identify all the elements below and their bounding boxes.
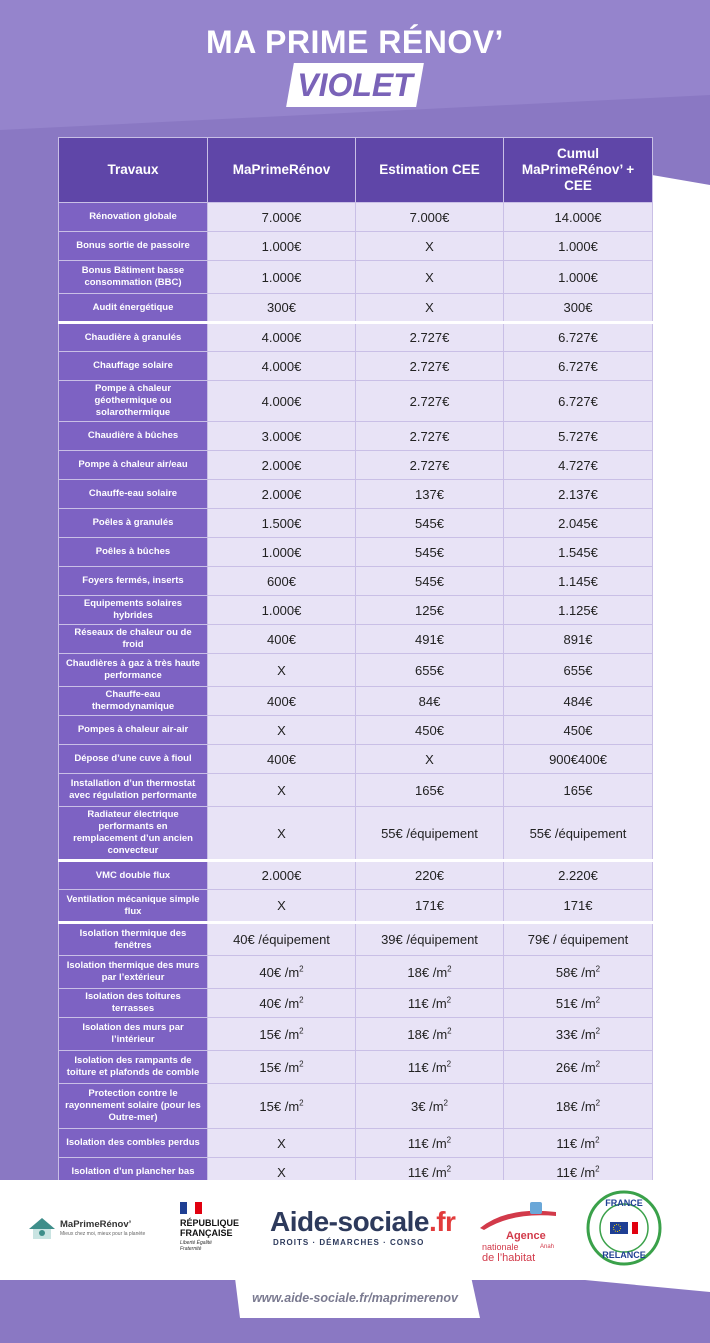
maprimerenov-value: 2.000€ xyxy=(208,861,356,890)
maprimerenov-value: 2.000€ xyxy=(208,451,356,480)
table-row xyxy=(59,923,653,956)
cee-value: 18€ $/m^2$ xyxy=(356,1018,504,1051)
partner-logos xyxy=(0,1180,710,1280)
cumul-value: 51€ $/m^2$ xyxy=(504,989,653,1018)
work-label: Chauffe-eau thermodynamique xyxy=(59,687,208,716)
rf-line1: RÉPUBLIQUE xyxy=(180,1218,240,1228)
cee-value: 3€ $/m^2$ xyxy=(356,1084,504,1129)
cumul-value: 300€ xyxy=(504,294,653,323)
work-label: Réseaux de chaleur ou de froid xyxy=(59,625,208,654)
cee-value: 11€ $/m^2$ xyxy=(356,989,504,1018)
work-label: Protection contre le rayonnement solaire (pour les Outre-mer) xyxy=(59,1084,208,1129)
table-row xyxy=(59,480,653,509)
rf-line2: FRANÇAISE xyxy=(180,1228,233,1238)
work-label: Pompe à chaleur géothermique ou solarothermique xyxy=(59,381,208,422)
cumul-value: 900€400€ xyxy=(504,745,653,774)
maprimerenov-value: 400€ xyxy=(208,687,356,716)
maprimerenov-value: 1.000€ xyxy=(208,538,356,567)
work-label: Ventilation mécanique simple flux xyxy=(59,890,208,923)
header-travaux: Travaux xyxy=(59,138,208,203)
anah-line3: de l’habitat xyxy=(482,1252,536,1264)
maprimerenov-value: X xyxy=(208,1129,356,1158)
cee-value: X xyxy=(356,232,504,261)
table-body xyxy=(59,203,653,1187)
maprimerenov-value: 40€ $/m^2$ xyxy=(208,956,356,989)
cee-value: 137€ xyxy=(356,480,504,509)
cee-value: 2.727€ xyxy=(356,422,504,451)
cumul-value: 171€ xyxy=(504,890,653,923)
aide-sociale-tagline: DROITS · DÉMARCHES · CONSO xyxy=(273,1238,425,1247)
maprimerenov-value: 3.000€ xyxy=(208,422,356,451)
table-row xyxy=(59,774,653,807)
aide-sociale-tld: .fr xyxy=(428,1206,456,1237)
table-row xyxy=(59,1129,653,1158)
work-label: Isolation des toitures terrasses xyxy=(59,989,208,1018)
table-row xyxy=(59,861,653,890)
work-label: VMC double flux xyxy=(59,861,208,890)
table-row xyxy=(59,567,653,596)
table-row xyxy=(59,687,653,716)
maprimerenov-value: 4.000€ xyxy=(208,352,356,381)
cee-value: 55€ /équipement xyxy=(356,807,504,861)
work-label: Radiateur électrique performants en remplacement d’un ancien convecteur xyxy=(59,807,208,861)
cee-value: 2.727€ xyxy=(356,323,504,352)
work-label: Pompe à chaleur air/eau xyxy=(59,451,208,480)
cee-value: 2.727€ xyxy=(356,352,504,381)
header-maprimerenov: MaPrimeRénov xyxy=(208,138,356,203)
table-row xyxy=(59,538,653,567)
anah-abbr: Anah xyxy=(540,1244,555,1250)
anah-logo xyxy=(478,1202,558,1266)
table-row xyxy=(59,596,653,625)
cumul-value: 450€ xyxy=(504,716,653,745)
table-row xyxy=(59,294,653,323)
table-row xyxy=(59,807,653,861)
maprimerenov-logo xyxy=(28,1214,148,1242)
cumul-value: 18€ $/m^2$ xyxy=(504,1084,653,1129)
work-label: Isolation thermique des murs par l’extérieur xyxy=(59,956,208,989)
table-row xyxy=(59,989,653,1018)
cee-value: X xyxy=(356,294,504,323)
maprimerenov-value: X xyxy=(208,716,356,745)
cee-value: 171€ xyxy=(356,890,504,923)
cee-value: 491€ xyxy=(356,625,504,654)
table-row xyxy=(59,261,653,294)
marianne-flag-icon xyxy=(180,1202,202,1214)
cumul-value: 655€ xyxy=(504,654,653,687)
maprimerenov-value: 300€ xyxy=(208,294,356,323)
maprimerenov-value: 15€ $/m^2$ xyxy=(208,1018,356,1051)
work-label: Audit énergétique xyxy=(59,294,208,323)
table-row xyxy=(59,745,653,774)
france-relance-top: FRANCE xyxy=(605,1198,643,1208)
maprimerenov-value: 1.000€ xyxy=(208,261,356,294)
work-label: Chaudières à gaz à très haute performance xyxy=(59,654,208,687)
cumul-value: 14.000€ xyxy=(504,203,653,232)
work-label: Poêles à granulés xyxy=(59,509,208,538)
maprimerenov-name: MaPrimeRénov’ xyxy=(60,1219,132,1230)
cumul-value: 26€ $/m^2$ xyxy=(504,1051,653,1084)
cumul-value: 1.545€ xyxy=(504,538,653,567)
work-label: Chauffage solaire xyxy=(59,352,208,381)
maprimerenov-value: 40€ $/m^2$ xyxy=(208,989,356,1018)
house-icon xyxy=(28,1216,56,1240)
work-label: Installation d’un thermostat avec régulation performante xyxy=(59,774,208,807)
anah-line1: Agence xyxy=(506,1230,546,1242)
maprimerenov-value: 4.000€ xyxy=(208,323,356,352)
france-relance-bottom: RELANCE xyxy=(602,1250,646,1260)
table-row xyxy=(59,956,653,989)
cee-value: 11€ $/m^2$ xyxy=(356,1051,504,1084)
cumul-value: 6.727€ xyxy=(504,381,653,422)
maprimerenov-value: X xyxy=(208,774,356,807)
aid-table xyxy=(58,137,653,1187)
work-label: Pompes à chaleur air-air xyxy=(59,716,208,745)
maprimerenov-value: 2.000€ xyxy=(208,480,356,509)
cumul-value: 5.727€ xyxy=(504,422,653,451)
table-header-row xyxy=(59,138,653,203)
header-cee: Estimation CEE xyxy=(356,138,504,203)
cee-value: 165€ xyxy=(356,774,504,807)
header-cumul: Cumul MaPrimeRénov’ + CEE xyxy=(504,138,653,203)
cumul-value: 2.220€ xyxy=(504,861,653,890)
cee-value: 125€ xyxy=(356,596,504,625)
work-label: Isolation des rampants de toiture et plafonds de comble xyxy=(59,1051,208,1084)
table-row xyxy=(59,716,653,745)
cee-value: X xyxy=(356,261,504,294)
table-row xyxy=(59,1051,653,1084)
cee-value: X xyxy=(356,745,504,774)
table-row xyxy=(59,654,653,687)
cee-value: 450€ xyxy=(356,716,504,745)
maprimerenov-value: 1.000€ xyxy=(208,596,356,625)
rf-motto: Liberté Égalité Fraternité xyxy=(180,1240,212,1252)
cumul-value: 165€ xyxy=(504,774,653,807)
maprimerenov-value: 400€ xyxy=(208,625,356,654)
cee-value: 2.727€ xyxy=(356,381,504,422)
maprimerenov-value: 4.000€ xyxy=(208,381,356,422)
work-label: Foyers fermés, inserts xyxy=(59,567,208,596)
work-label: Isolation d’un plancher bas xyxy=(59,1158,208,1187)
work-label: Chauffe-eau solaire xyxy=(59,480,208,509)
maprimerenov-value: 15€ $/m^2$ xyxy=(208,1084,356,1129)
maprimerenov-value: X xyxy=(208,807,356,861)
page-subtitle: VIOLET xyxy=(297,67,413,103)
cumul-value: 2.137€ xyxy=(504,480,653,509)
maprimerenov-value: 1.500€ xyxy=(208,509,356,538)
maprimerenov-value: X xyxy=(208,1158,356,1187)
maprimerenov-value: 1.000€ xyxy=(208,232,356,261)
cumul-value: 2.045€ xyxy=(504,509,653,538)
table-row xyxy=(59,509,653,538)
cumul-value: 1.000€ xyxy=(504,261,653,294)
cumul-value: 11€ $/m^2$ xyxy=(504,1158,653,1187)
cee-value: 545€ xyxy=(356,509,504,538)
cee-value: 18€ $/m^2$ xyxy=(356,956,504,989)
cee-value: 11€ $/m^2$ xyxy=(356,1129,504,1158)
maprimerenov-tagline: Mieux chez moi, mieux pour la planète xyxy=(60,1231,146,1237)
cumul-value: 4.727€ xyxy=(504,451,653,480)
aide-sociale-name: Aide-sociale xyxy=(270,1206,429,1237)
anah-line2: nationale xyxy=(482,1242,519,1252)
cee-value: 545€ xyxy=(356,567,504,596)
maprimerenov-value: 40€ /équipement xyxy=(208,923,356,956)
work-label: Chaudière à bûches xyxy=(59,422,208,451)
work-label: Chaudière à granulés xyxy=(59,323,208,352)
cumul-value: 58€ $/m^2$ xyxy=(504,956,653,989)
cumul-value: 1.145€ xyxy=(504,567,653,596)
table-row xyxy=(59,1018,653,1051)
cee-value: 655€ xyxy=(356,654,504,687)
footer-url[interactable]: www.aide-sociale.fr/maprimerenov xyxy=(252,1291,458,1305)
work-label: Isolation thermique des fenêtres xyxy=(59,923,208,956)
table-row xyxy=(59,323,653,352)
work-label: Rénovation globale xyxy=(59,203,208,232)
aide-sociale-logo xyxy=(270,1206,456,1256)
table-row xyxy=(59,451,653,480)
cumul-value: 891€ xyxy=(504,625,653,654)
maprimerenov-value: 7.000€ xyxy=(208,203,356,232)
cee-value: 220€ xyxy=(356,861,504,890)
cee-value: 2.727€ xyxy=(356,451,504,480)
cumul-value: 6.727€ xyxy=(504,323,653,352)
cee-value: 545€ xyxy=(356,538,504,567)
table-row xyxy=(59,625,653,654)
cee-value: 11€ $/m^2$ xyxy=(356,1158,504,1187)
maprimerenov-value: X xyxy=(208,890,356,923)
cumul-value: 484€ xyxy=(504,687,653,716)
table-row xyxy=(59,890,653,923)
work-label: Isolation des combles perdus xyxy=(59,1129,208,1158)
work-label: Isolation des murs par l’intérieur xyxy=(59,1018,208,1051)
maprimerenov-value: 15€ $/m^2$ xyxy=(208,1051,356,1084)
cumul-value: 79€ / équipement xyxy=(504,923,653,956)
table-row xyxy=(59,1084,653,1129)
cumul-value: 55€ /équipement xyxy=(504,807,653,861)
work-label: Poêles à bûches xyxy=(59,538,208,567)
table-row xyxy=(59,381,653,422)
cumul-value: 33€ $/m^2$ xyxy=(504,1018,653,1051)
cee-value: 7.000€ xyxy=(356,203,504,232)
cumul-value: 11€ $/m^2$ xyxy=(504,1129,653,1158)
work-label: Bonus Bâtiment basse consommation (BBC) xyxy=(59,261,208,294)
cumul-value: 1.000€ xyxy=(504,232,653,261)
cee-value: 39€ /équipement xyxy=(356,923,504,956)
maprimerenov-value: 400€ xyxy=(208,745,356,774)
table-row xyxy=(59,203,653,232)
work-label: Equipements solaires hybrides xyxy=(59,596,208,625)
page-title: MA PRIME RÉNOV’ xyxy=(206,24,504,60)
maprimerenov-value: 600€ xyxy=(208,567,356,596)
table-row xyxy=(59,232,653,261)
table-row xyxy=(59,352,653,381)
republique-francaise-logo xyxy=(180,1202,250,1262)
anah-emblem-icon xyxy=(478,1202,558,1230)
work-label: Bonus sortie de passoire xyxy=(59,232,208,261)
work-label: Dépose d’une cuve à fioul xyxy=(59,745,208,774)
france-relance-logo xyxy=(586,1190,662,1266)
table-row xyxy=(59,422,653,451)
cee-value: 84€ xyxy=(356,687,504,716)
maprimerenov-value: X xyxy=(208,654,356,687)
cumul-value: 1.125€ xyxy=(504,596,653,625)
cumul-value: 6.727€ xyxy=(504,352,653,381)
